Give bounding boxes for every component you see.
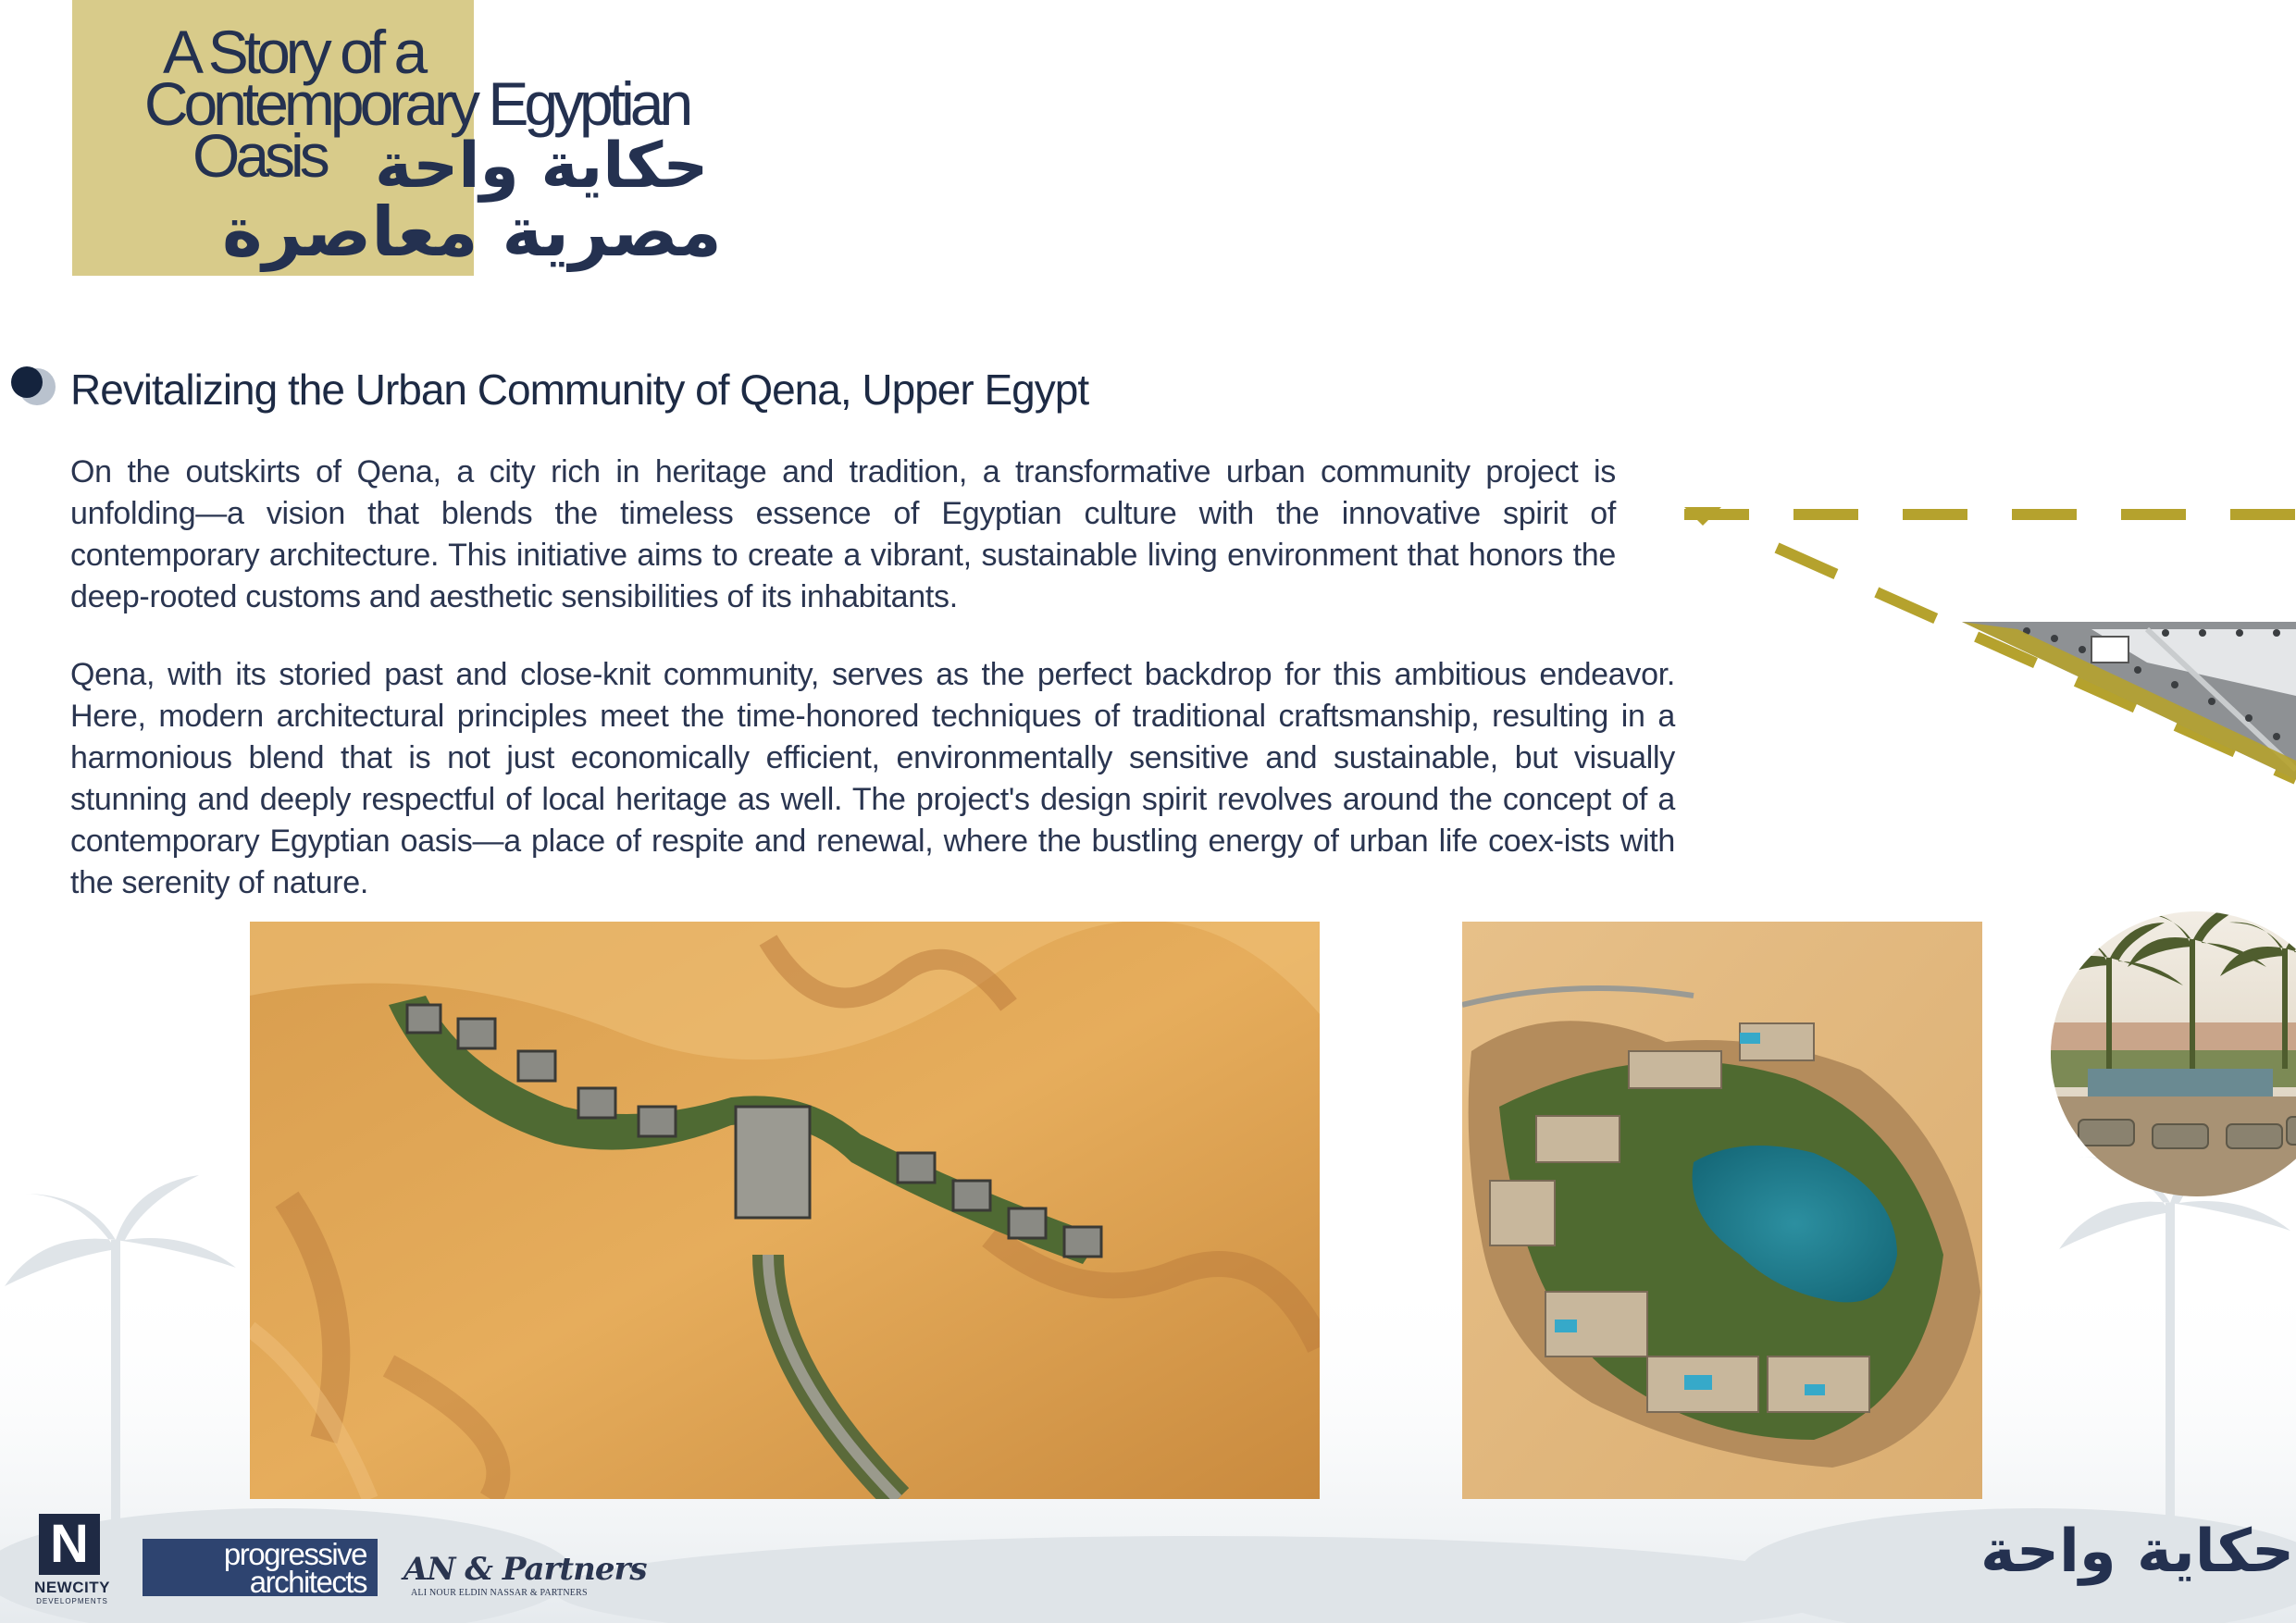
an-partners-logo xyxy=(403,1551,647,1601)
oasis-lake-aerial-photo xyxy=(1462,922,1982,1499)
newcity-subtitle: DEVELOPMENTS xyxy=(36,1597,108,1605)
progressive-logo-line-2: architects xyxy=(249,1565,366,1599)
an-partners-subtitle: ALI NOUR ELDIN NASSAR & PARTNERS xyxy=(411,1588,588,1598)
newcity-logo xyxy=(26,1510,118,1608)
progressive-logo-line-1: progressive xyxy=(223,1537,366,1571)
body-paragraph: Qena, with its storied past and close-knit community, serves as the perfect backdrop for this ambitious endeavor. Here, modern architectural principles meet the time-honored techniques of traditional craftsmanship, resulting in a harmonious blend that is not just economically efficient, environmentally sensitive and sustainable, but visually stunning and deeply respectful of local heritage as well. The project's design spirit revolves around the concept of a contemporary Egyptian oasis—a place of respite and renewal, where the bustling energy of urban life coex-ists with the serenity of nature. xyxy=(70,657,1675,900)
title-line-3: Oasis xyxy=(192,121,326,190)
newcity-mark-icon: N xyxy=(39,1514,100,1575)
footer-arabic-logo: حكاية واحة xyxy=(1980,1518,2295,1586)
newcity-name: NEWCITY xyxy=(34,1579,110,1596)
desert-resort-aerial-photo xyxy=(250,922,1320,1499)
heading-bullet-icon xyxy=(11,366,43,398)
intro-paragraph: On the outskirts of Qena, a city rich in heritage and tradition, a transformative urban community project is unfolding—a vision that blends the timeless essence of Egyptian culture with the innovative spirit of contemporary architecture. This initiative aims to create a vibrant, sustainable living environment that honors the deep-rooted customs and aesthetic sensibilities of its inhabitants. xyxy=(70,454,1616,614)
title-line-1: A Story of a xyxy=(163,18,424,86)
site-plan-strip xyxy=(1962,622,2296,779)
an-partners-name: AN & Partners xyxy=(403,1551,647,1588)
page-title-arabic-line-1: حكاية واحة xyxy=(375,130,709,203)
section-heading: Revitalizing the Urban Community of Qena, Upper Egypt xyxy=(70,365,1089,414)
page-title-arabic-line-2: مصرية معاصرة xyxy=(222,192,722,272)
progressive-architects-logo xyxy=(143,1537,378,1599)
title-line-2: Contemporary Egyptian xyxy=(143,69,689,138)
